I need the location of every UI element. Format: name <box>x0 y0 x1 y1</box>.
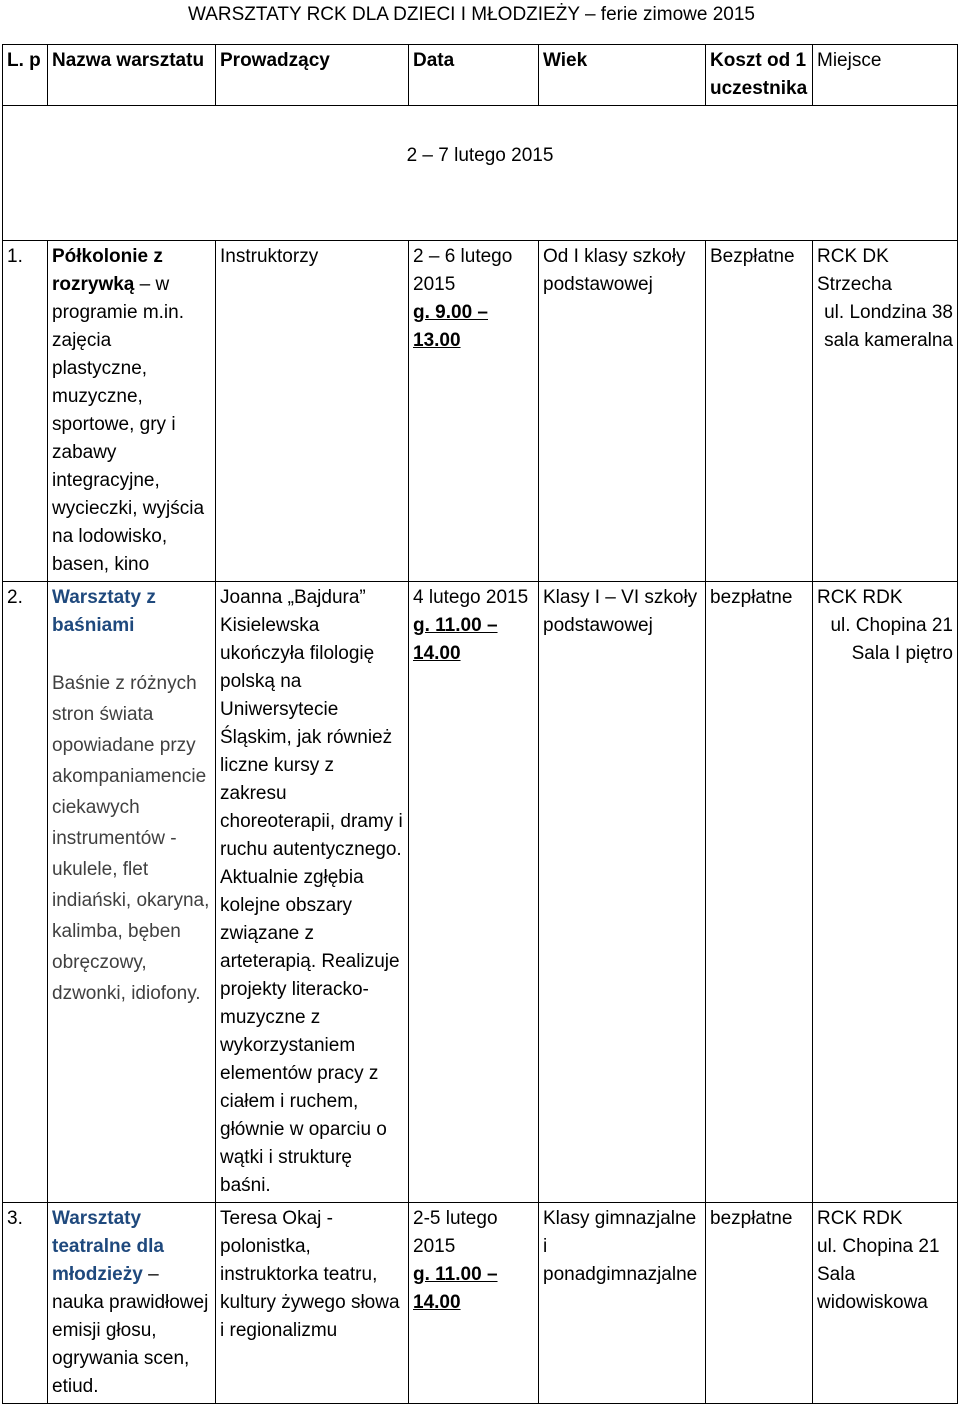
place-address: ul. Chopina 21 Sala I piętro <box>830 615 953 664</box>
row-miejsce <box>813 582 958 1203</box>
table-row <box>3 582 958 1203</box>
row-name <box>48 582 216 1203</box>
row-name <box>48 241 216 582</box>
row-data <box>409 1203 539 1404</box>
table-header-row <box>3 45 958 106</box>
header-data: Data <box>409 45 539 106</box>
time-text: g. 11.00 – 14.00 <box>413 615 498 664</box>
row-miejsce <box>813 241 958 582</box>
workshop-title: Warsztaty z baśniami <box>52 587 156 636</box>
row-name <box>48 1203 216 1404</box>
row-prowadzacy: Joanna „Bajdura” Kisielewska ukończyła filologię polską na Uniwersytecie Śląskim, jak również liczne kursy z zakresu choreoterapii, dramy i ruchu autentycznego. Aktualnie zgłębia kolejne obszary związane z arteterapią. Realizuje projekty literacko-muzyczne z wykorzystaniem elementów pracy z ciałem i ruchem, głównie w oparciu o wątki i strukturę baśni. <box>216 582 409 1203</box>
date-text: 4 lutego 2015 <box>413 587 529 608</box>
row-miejsce <box>813 1203 958 1404</box>
workshop-title: Warsztaty teatralne dla młodzieży <box>52 1208 164 1285</box>
place-name: RCK DK Strzecha <box>817 246 892 295</box>
row-koszt: Bezpłatne <box>706 241 813 582</box>
row-koszt: bezpłatne <box>706 582 813 1203</box>
section-date-row <box>3 106 958 241</box>
row-prowadzacy: Teresa Okaj - polonistka, instruktorka teatru, kultury żywego słowa i regionalizmu <box>216 1203 409 1404</box>
date-text: 2 – 6 lutego 2015 <box>413 246 513 295</box>
row-wiek: Klasy gimnazjalne i ponadgimnazjalne <box>539 1203 706 1404</box>
workshop-desc: – nauka prawidłowej emisji głosu, ogrywania scen, etiud. <box>52 1264 209 1397</box>
place-address: ul. Chopina 21 Sala widowiskowa <box>817 1236 940 1313</box>
date-text: 2-5 lutego 2015 <box>413 1208 498 1257</box>
page-title: WARSZTATY RCK DLA DZIECI I MŁODZIEŻY – ferie zimowe 2015 <box>188 4 755 25</box>
row-lp: 2. <box>3 582 48 1203</box>
table-row <box>3 241 958 582</box>
row-wiek: Od I klasy szkoły podstawowej <box>539 241 706 582</box>
workshops-table <box>2 44 958 1404</box>
place-name: RCK RDK <box>817 587 903 608</box>
row-data <box>409 582 539 1203</box>
place-address: ul. Londzina 38 sala kameralna <box>824 302 953 351</box>
workshop-desc: – w programie m.in. zajęcia plastyczne, muzyczne, sportowe, gry i zabawy integracyjne, wycieczki, wyjścia na lodowisko, basen, kino <box>52 274 205 575</box>
row-lp: 1. <box>3 241 48 582</box>
time-text: g. 9.00 – 13.00 <box>413 302 488 351</box>
header-name: Nazwa warsztatu <box>48 45 216 106</box>
time-text: g. 11.00 – 14.00 <box>413 1264 498 1313</box>
table-row <box>3 1203 958 1404</box>
section-date: 2 – 7 lutego 2015 <box>3 106 958 241</box>
row-koszt: bezpłatne <box>706 1203 813 1404</box>
row-wiek: Klasy I – VI szkoły podstawowej <box>539 582 706 1203</box>
header-prowadzacy: Prowadzący <box>216 45 409 106</box>
header-koszt: Koszt od 1 uczestnika <box>706 45 813 106</box>
row-prowadzacy: Instruktorzy <box>216 241 409 582</box>
header-lp: L. p <box>3 45 48 106</box>
place-name: RCK RDK <box>817 1208 903 1229</box>
workshop-title: Półkolonie z rozrywką <box>52 246 163 295</box>
workshop-desc: Baśnie z różnych stron świata opowiadane przy akompaniamencie ciekawych instrumentów - ukulele, flet indiański, okaryna, kalimba, bęben obręczowy, dzwonki, idiofony. <box>52 673 210 1004</box>
row-lp: 3. <box>3 1203 48 1404</box>
header-miejsce: Miejsce <box>813 45 958 106</box>
header-wiek: Wiek <box>539 45 706 106</box>
row-data <box>409 241 539 582</box>
